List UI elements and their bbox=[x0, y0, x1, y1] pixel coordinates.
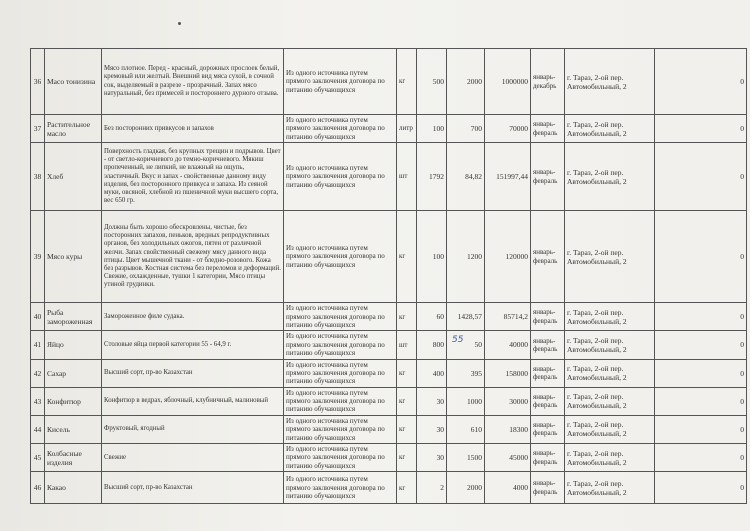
table-row bbox=[31, 331, 747, 359]
unit-price: 2000 bbox=[447, 472, 485, 504]
unit-price: 1200 bbox=[447, 211, 485, 303]
unit: кг bbox=[397, 387, 417, 415]
row-number: 45 bbox=[31, 444, 45, 472]
product-name: Яйцо bbox=[45, 331, 102, 359]
delivery-place: г. Тараз, 2-ой пер. Автомобильный, 2 bbox=[565, 331, 655, 359]
advance-payment: 0 bbox=[655, 115, 747, 143]
table-row bbox=[31, 49, 747, 115]
unit-price: 1428,57 bbox=[447, 303, 485, 331]
unit-price: 610 bbox=[447, 415, 485, 443]
delivery-period: январь-февраль bbox=[531, 415, 565, 443]
unit: кг bbox=[397, 359, 417, 387]
delivery-place: г. Тараз, 2-ой пер. Автомобильный, 2 bbox=[565, 444, 655, 472]
procurement-method: Из одного источника путем прямого заключения договора по питанию обучающихся bbox=[284, 415, 397, 443]
row-number: 44 bbox=[31, 415, 45, 443]
table-row bbox=[31, 387, 747, 415]
unit-price: 84,82 bbox=[447, 143, 485, 211]
delivery-place: г. Тараз, 2-ой пер. Автомобильный, 2 bbox=[565, 303, 655, 331]
row-number: 37 bbox=[31, 115, 45, 143]
table-row bbox=[31, 472, 747, 504]
product-description: Конфитюр в ведрах, яблочный, клубничный, малиновый bbox=[102, 387, 284, 415]
unit: шт bbox=[397, 331, 417, 359]
advance-payment: 0 bbox=[655, 359, 747, 387]
total-sum: 70000 bbox=[485, 115, 531, 143]
total-sum: 4000 bbox=[485, 472, 531, 504]
unit-price: 395 bbox=[447, 359, 485, 387]
advance-payment: 0 bbox=[655, 472, 747, 504]
product-name: Какао bbox=[45, 472, 102, 504]
unit: кг bbox=[397, 415, 417, 443]
unit: кг bbox=[397, 49, 417, 115]
table-row bbox=[31, 303, 747, 331]
delivery-place: г. Тараз, 2-ой пер. Автомобильный, 2 bbox=[565, 49, 655, 115]
procurement-method: Из одного источника путем прямого заключения договора по питанию обучающихся bbox=[284, 143, 397, 211]
table-row bbox=[31, 359, 747, 387]
procurement-method: Из одного источника путем прямого заключения договора по питанию обучающихся bbox=[284, 472, 397, 504]
procurement-method: Из одного источника путем прямого заключения договора по питанию обучающихся bbox=[284, 444, 397, 472]
product-description: Поверхность гладкая, без крупных трещин и подрывов. Цвет - от светло-коричневого до темно-коричневого. Мякиш пропеченный, не липкий, не влажный на ощупь, эластичный. Вкус и запах - свойственные данному виду изделия, без посторонного привкуса и запаха. Из сеяной муки, овсяной, хлебной из пшеничной муки высшего сорта, вес 650 гр. bbox=[102, 143, 284, 211]
handwritten-note: 55 bbox=[452, 335, 464, 345]
row-number: 41 bbox=[31, 331, 45, 359]
procurement-method: Из одного источника путем прямого заключения договора по питанию обучающихся bbox=[284, 359, 397, 387]
product-description: Высший сорт, пр-во Казахстан bbox=[102, 472, 284, 504]
product-name: Растительное масло bbox=[45, 115, 102, 143]
quantity: 60 bbox=[417, 303, 447, 331]
delivery-place: г. Тараз, 2-ой пер. Автомобильный, 2 bbox=[565, 415, 655, 443]
procurement-method: Из одного источника путем прямого заключения договора по питанию обучающихся bbox=[284, 211, 397, 303]
delivery-place: г. Тараз, 2-ой пер. Автомобильный, 2 bbox=[565, 359, 655, 387]
total-sum: 120000 bbox=[485, 211, 531, 303]
product-description: Мясо плотное. Перед - красный, дорожных прослоек белый, кремовый или желтый. Внешний вид мяса сухой, в сочной сок, выделяемый в разрезе - прозрачный. Запах мясо натуральный, без примесей и постороннего дурного отзыва. bbox=[102, 49, 284, 115]
table-row bbox=[31, 115, 747, 143]
product-name: Рыба замороженная bbox=[45, 303, 102, 331]
unit: литр bbox=[397, 115, 417, 143]
delivery-period: январь-февраль bbox=[531, 472, 565, 504]
total-sum: 151997,44 bbox=[485, 143, 531, 211]
row-number: 38 bbox=[31, 143, 45, 211]
unit-price: 700 bbox=[447, 115, 485, 143]
table-row bbox=[31, 444, 747, 472]
unit: кг bbox=[397, 303, 417, 331]
procurement-method: Из одного источника путем прямого заключения договора по питанию обучающихся bbox=[284, 49, 397, 115]
total-sum: 1000000 bbox=[485, 49, 531, 115]
table-row bbox=[31, 143, 747, 211]
quantity: 30 bbox=[417, 444, 447, 472]
quantity: 400 bbox=[417, 359, 447, 387]
row-number: 43 bbox=[31, 387, 45, 415]
delivery-place: г. Тараз, 2-ой пер. Автомобильный, 2 bbox=[565, 387, 655, 415]
procurement-table bbox=[30, 48, 747, 504]
row-number: 46 bbox=[31, 472, 45, 504]
product-name: Масо тонизина bbox=[45, 49, 102, 115]
product-name: Хлеб bbox=[45, 143, 102, 211]
product-description: Высший сорт, пр-во Казахстан bbox=[102, 359, 284, 387]
row-number: 39 bbox=[31, 211, 45, 303]
delivery-period: январь-февраль bbox=[531, 115, 565, 143]
quantity: 2 bbox=[417, 472, 447, 504]
product-name: Кисель bbox=[45, 415, 102, 443]
total-sum: 30000 bbox=[485, 387, 531, 415]
quantity: 1792 bbox=[417, 143, 447, 211]
unit-price: 1500 bbox=[447, 444, 485, 472]
delivery-place: г. Тараз, 2-ой пер. Автомобильный, 2 bbox=[565, 472, 655, 504]
product-name: Конфитюр bbox=[45, 387, 102, 415]
quantity: 100 bbox=[417, 211, 447, 303]
product-description: Должны быть хорошо обескровлены, чистые, без посторонних запахов, пеньков, вредных репродуктивных органов, без холодильных ожогов, пятен от различной желчи. Запах свойственный свежему мясу данного вида птицы. Цвет мышечной ткани - от бледно-розового. Кожа без разрывов. Костная система без переломов и деформаций. Свежие, охлажденные, тушки 1 категории, Мясо птицы утиной грудинки. bbox=[102, 211, 284, 303]
delivery-period: январь-февраль bbox=[531, 143, 565, 211]
procurement-method: Из одного источника путем прямого заключения договора по питанию обучающихся bbox=[284, 331, 397, 359]
total-sum: 40000 bbox=[485, 331, 531, 359]
unit: кг bbox=[397, 472, 417, 504]
advance-payment: 0 bbox=[655, 331, 747, 359]
advance-payment: 0 bbox=[655, 211, 747, 303]
procurement-method: Из одного источника путем прямого заключения договора по питанию обучающихся bbox=[284, 387, 397, 415]
delivery-period: январь-февраль bbox=[531, 359, 565, 387]
unit-price: 50 bbox=[447, 331, 485, 359]
row-number: 36 bbox=[31, 49, 45, 115]
product-name: Сахар bbox=[45, 359, 102, 387]
delivery-period: январь-февраль bbox=[531, 331, 565, 359]
procurement-method: Из одного источника путем прямого заключения договора по питанию обучающихся bbox=[284, 303, 397, 331]
procurement-method: Из одного источника путем прямого заключения договора по питанию обучающихся bbox=[284, 115, 397, 143]
delivery-period: январь-февраль bbox=[531, 387, 565, 415]
advance-payment: 0 bbox=[655, 444, 747, 472]
product-name: Колбасные изделия bbox=[45, 444, 102, 472]
unit-price: 1000 bbox=[447, 387, 485, 415]
quantity: 30 bbox=[417, 415, 447, 443]
delivery-period: январь-февраль bbox=[531, 444, 565, 472]
product-description: Фруктовый, ягодный bbox=[102, 415, 284, 443]
delivery-place: г. Тараз, 2-ой пер. Автомобильный, 2 bbox=[565, 143, 655, 211]
advance-payment: 0 bbox=[655, 387, 747, 415]
table-row bbox=[31, 211, 747, 303]
delivery-period: январь-февраль bbox=[531, 211, 565, 303]
unit: кг bbox=[397, 211, 417, 303]
delivery-period: январь-февраль bbox=[531, 303, 565, 331]
total-sum: 18300 bbox=[485, 415, 531, 443]
total-sum: 158000 bbox=[485, 359, 531, 387]
row-number: 40 bbox=[31, 303, 45, 331]
product-description: Столовые яйца первой категории 55 - 64,9 г. bbox=[102, 331, 284, 359]
advance-payment: 0 bbox=[655, 303, 747, 331]
unit: кг bbox=[397, 444, 417, 472]
advance-payment: 0 bbox=[655, 143, 747, 211]
advance-payment: 0 bbox=[655, 415, 747, 443]
product-description: Без посторонних привкусов и запахов bbox=[102, 115, 284, 143]
scan-dot bbox=[178, 22, 181, 25]
quantity: 30 bbox=[417, 387, 447, 415]
product-description: Свежие bbox=[102, 444, 284, 472]
advance-payment: 0 bbox=[655, 49, 747, 115]
delivery-place: г. Тараз, 2-ой пер. Автомобильный, 2 bbox=[565, 211, 655, 303]
delivery-place: г. Тараз, 2-ой пер. Автомобильный, 2 bbox=[565, 115, 655, 143]
row-number: 42 bbox=[31, 359, 45, 387]
total-sum: 85714,2 bbox=[485, 303, 531, 331]
product-name: Мясо куры bbox=[45, 211, 102, 303]
quantity: 100 bbox=[417, 115, 447, 143]
unit-price: 2000 bbox=[447, 49, 485, 115]
table-row bbox=[31, 415, 747, 443]
quantity: 500 bbox=[417, 49, 447, 115]
unit: шт bbox=[397, 143, 417, 211]
product-description: Замороженное филе судака. bbox=[102, 303, 284, 331]
delivery-period: январь-декабрь bbox=[531, 49, 565, 115]
total-sum: 45000 bbox=[485, 444, 531, 472]
quantity: 800 bbox=[417, 331, 447, 359]
